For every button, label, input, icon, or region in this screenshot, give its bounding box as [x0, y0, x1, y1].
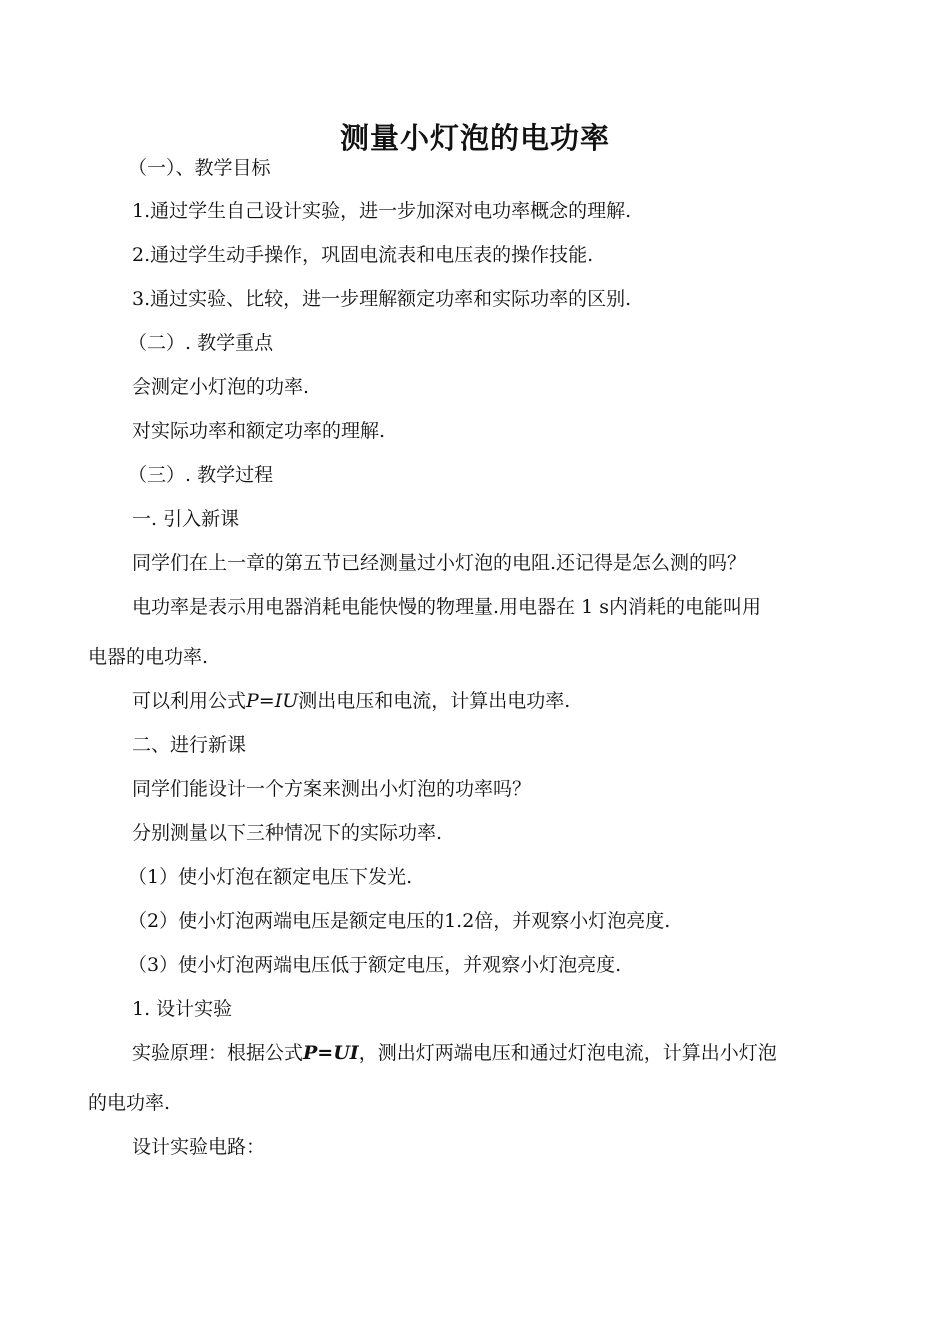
- subheading-design-experiment: 1. 设计实验: [132, 998, 233, 1020]
- objective-item-2: 2.通过学生动手操作，巩固电流表和电压表的操作技能.: [132, 244, 594, 266]
- measurement-case-2: （2）使小灯泡两端电压是额定电压的1.2倍，并观察小灯泡亮度.: [128, 910, 671, 932]
- section-heading-key-points: （二）. 教学重点: [128, 332, 274, 354]
- principle-suffix: ，测出灯两端电压和通过灯泡电流，计算出小灯泡: [358, 1042, 777, 1064]
- subheading-introduction: 一. 引入新课: [132, 508, 240, 530]
- intro-paragraph-1: 同学们在上一章的第五节已经测量过小灯泡的电阻.还记得是怎么测的吗？: [132, 552, 747, 574]
- objective-item-1: 1.通过学生自己设计实验，进一步加深对电功率概念的理解.: [132, 200, 632, 222]
- measurement-intro: 分别测量以下三种情况下的实际功率.: [132, 822, 443, 844]
- intro-paragraph-2-line-2: 电器的电功率.: [88, 646, 209, 668]
- objective-item-3: 3.通过实验、比较，进一步理解额定功率和实际功率的区别.: [132, 288, 632, 310]
- intro-paragraph-2-line-1: 电功率是表示用电器消耗电能快慢的物理量.用电器在 1 s内消耗的电能叫用: [132, 596, 761, 618]
- formula-paragraph-1: [132, 689, 570, 713]
- subheading-new-lesson: 二、进行新课: [132, 734, 247, 756]
- measurement-case-3: （3）使小灯泡两端电压低于额定电压，并观察小灯泡亮度.: [128, 954, 622, 976]
- key-point-2: 对实际功率和额定功率的理解.: [132, 420, 386, 442]
- principle-paragraph-line-2: 的电功率.: [88, 1092, 171, 1114]
- measurement-case-1: （1）使小灯泡在额定电压下发光.: [128, 866, 413, 888]
- principle-formula: P=UI: [303, 1042, 359, 1064]
- principle-prefix: 实验原理：根据公式: [132, 1042, 304, 1064]
- key-point-1: 会测定小灯泡的功率.: [132, 376, 310, 398]
- principle-paragraph-line-1: [132, 1041, 777, 1065]
- circuit-design-heading: 设计实验电路：: [132, 1136, 266, 1158]
- formula-prefix: 可以利用公式: [132, 690, 247, 712]
- formula-suffix: 测出电压和电流，计算出电功率.: [298, 690, 571, 712]
- new-lesson-question: 同学们能设计一个方案来测出小灯泡的功率吗？: [132, 778, 532, 800]
- formula-expression: P=IU: [246, 690, 299, 712]
- section-heading-objectives: （一）、教学目标: [128, 157, 271, 179]
- document-title: 测量小灯泡的电功率: [339, 121, 610, 155]
- section-heading-process: （三）. 教学过程: [128, 464, 274, 486]
